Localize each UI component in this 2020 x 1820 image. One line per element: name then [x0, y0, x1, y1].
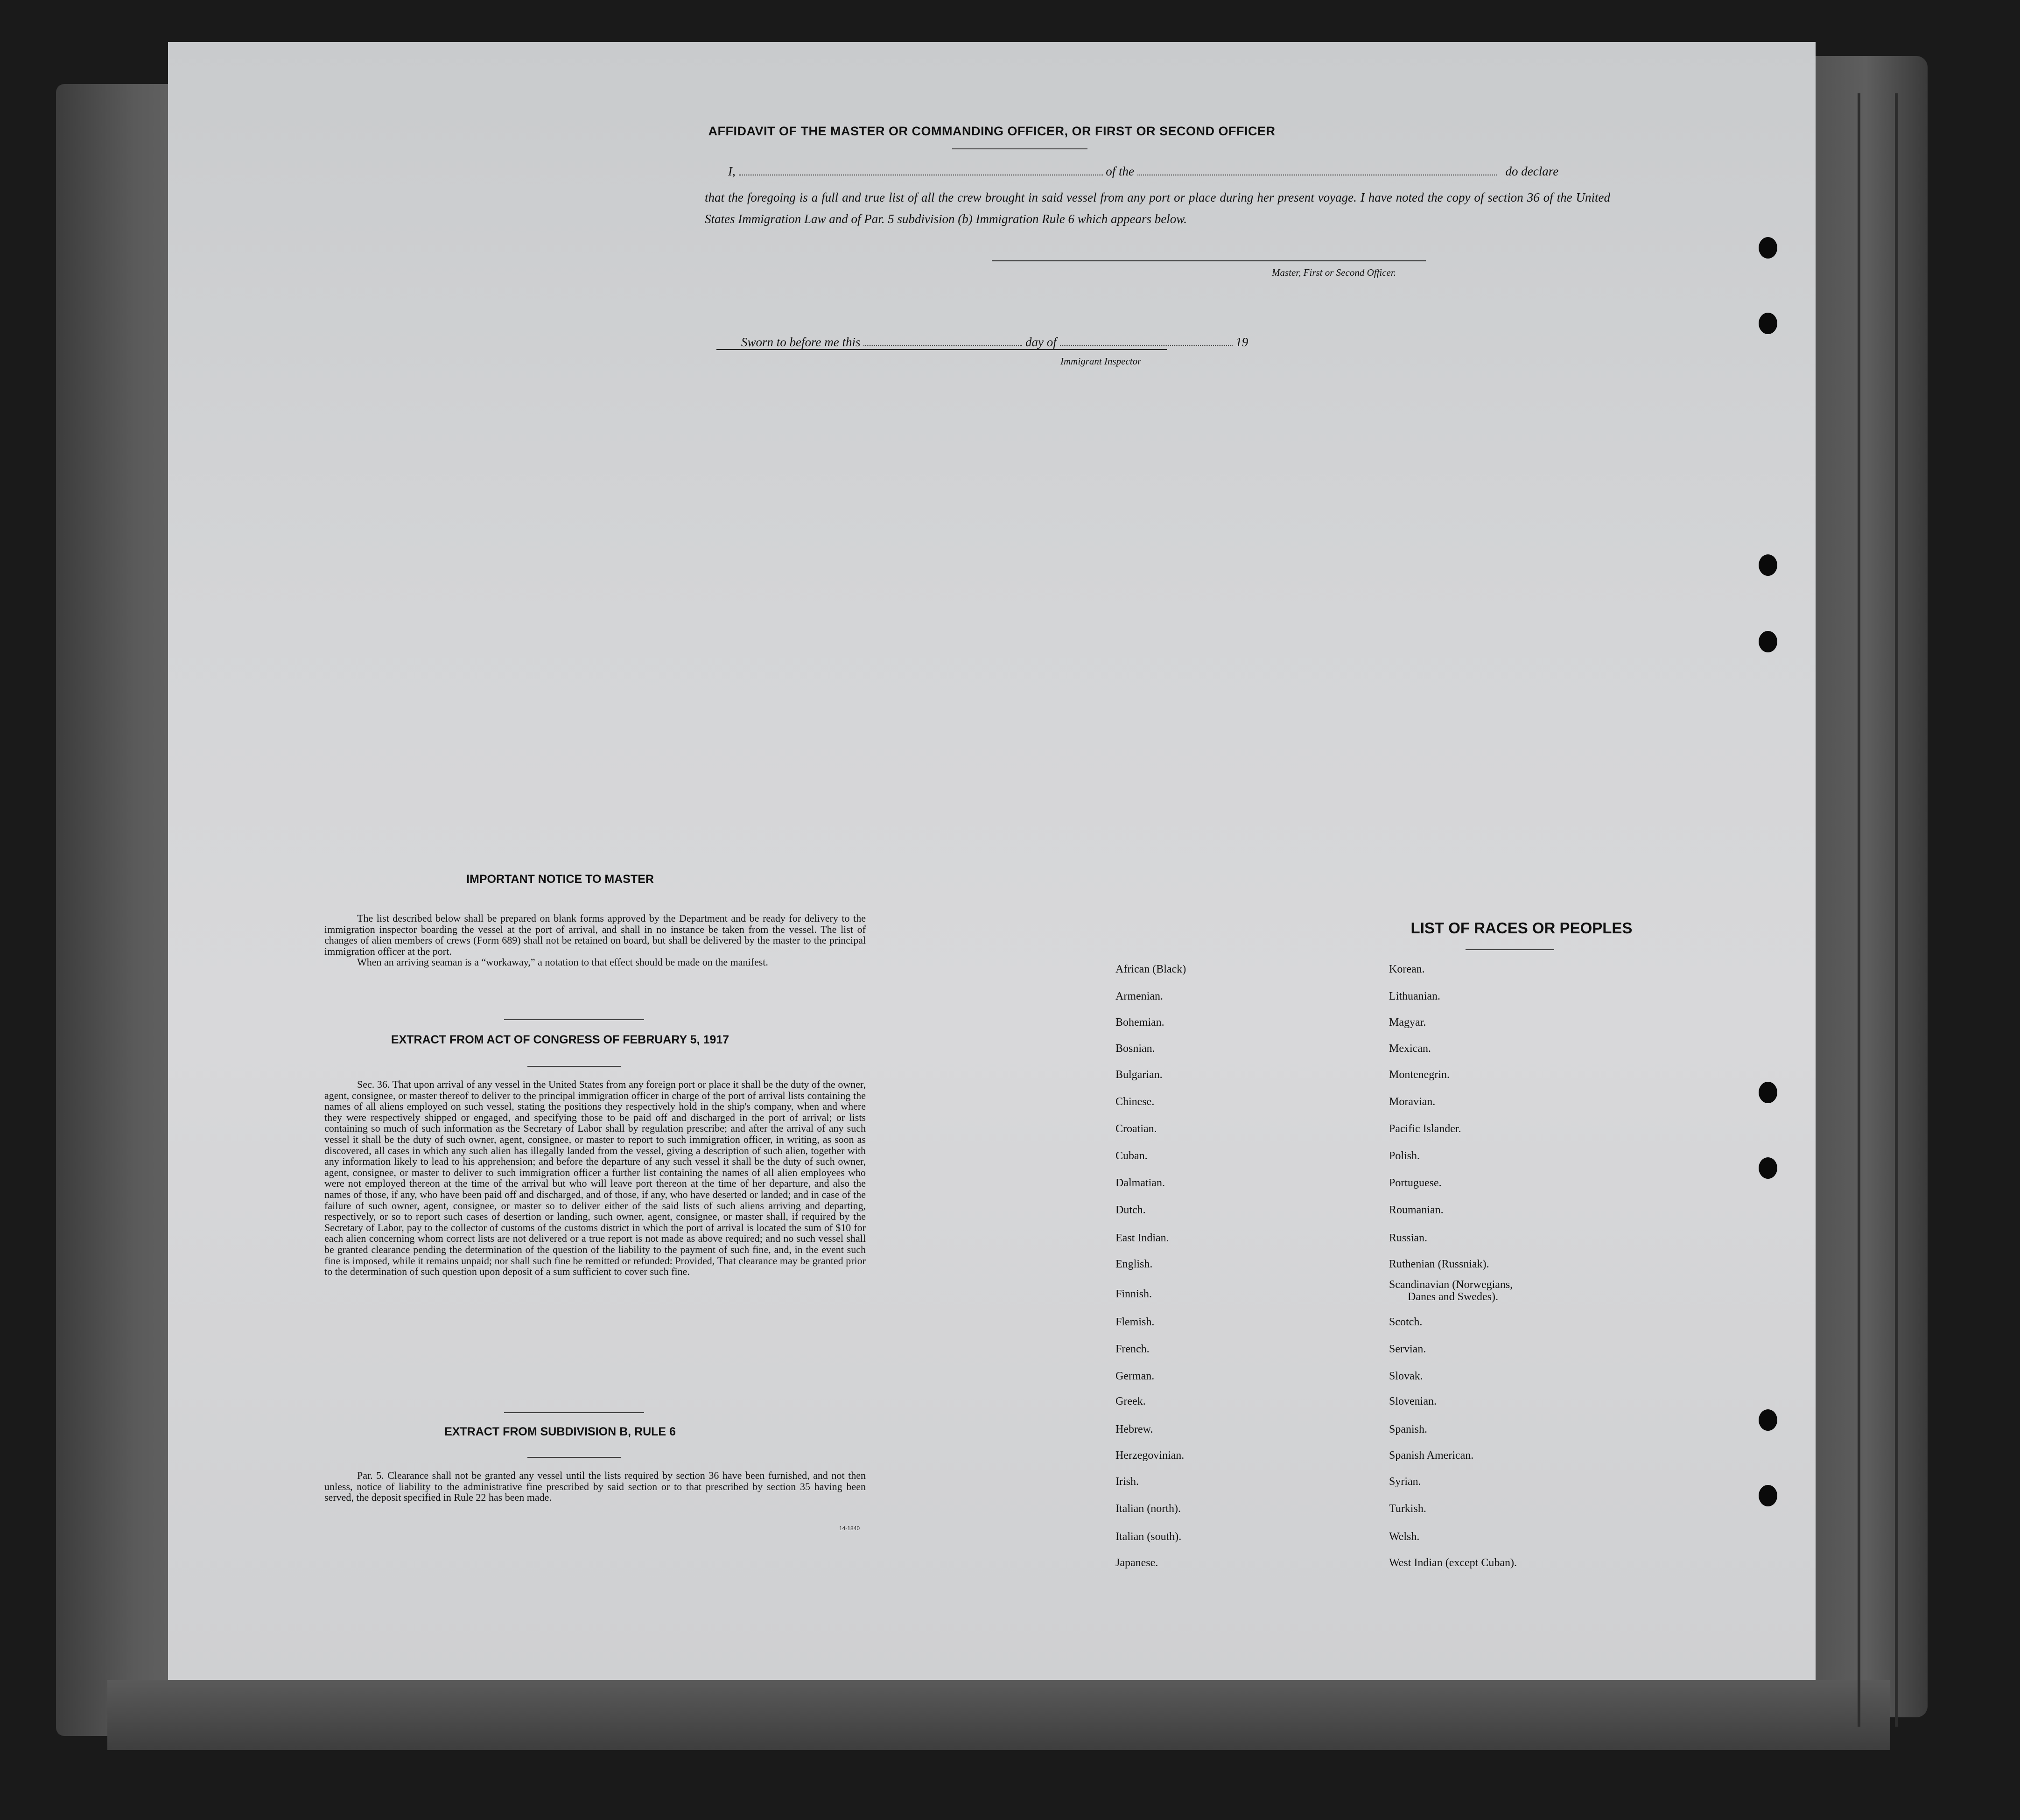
- race-item: Dalmatian.: [1115, 1177, 1165, 1189]
- race-item: Welsh.: [1389, 1531, 1420, 1543]
- sworn-month-field[interactable]: [1060, 335, 1233, 346]
- race-item: Greek.: [1115, 1395, 1146, 1407]
- notice-paragraph-2: When an arriving seaman is a “workaway,” a notation to that effect should be made on the manifest.: [357, 956, 768, 968]
- rule-extract-title: EXTRACT FROM SUBDIVISION B, RULE 6: [444, 1425, 676, 1438]
- master-signature-line[interactable]: [992, 260, 1426, 261]
- day-of-label: day of: [1025, 335, 1057, 349]
- vessel-name-field[interactable]: [1137, 164, 1497, 175]
- sworn-prefix: Sworn to before me this: [741, 335, 861, 349]
- notice-text: [324, 913, 866, 968]
- race-item: Bosnian.: [1115, 1043, 1155, 1055]
- punch-hole: [1759, 1409, 1777, 1431]
- background-sheet-bottom: [107, 1680, 1890, 1750]
- punch-hole: [1759, 313, 1777, 334]
- title-underline: [952, 148, 1087, 149]
- race-item: Moravian.: [1389, 1096, 1436, 1108]
- race-item: Syrian.: [1389, 1476, 1421, 1488]
- race-item: English.: [1115, 1258, 1153, 1270]
- do-declare-label: do declare: [1505, 164, 1559, 178]
- race-item: French.: [1115, 1343, 1150, 1355]
- form-number: 14-1840: [839, 1525, 860, 1532]
- declarant-prefix: I,: [728, 164, 736, 178]
- race-item: Pacific Islander.: [1389, 1123, 1461, 1135]
- section-divider: [527, 1457, 621, 1458]
- race-item: Italian (north).: [1115, 1503, 1181, 1515]
- race-item: Servian.: [1389, 1343, 1426, 1355]
- race-item: Portuguese.: [1389, 1177, 1442, 1189]
- punch-hole: [1759, 1157, 1777, 1179]
- race-item: Cuban.: [1115, 1150, 1148, 1162]
- notice-paragraph-1: The list described below shall be prepared on blank forms approved by the Department and be ready for delivery to the immigration inspector boarding the vessel at the port of arrival, and shall in no instance be taken from the vessel. The list of changes of alien members of crews (Form 689) shall not be retained on board, but shall be delivered by the master to the principal immigration officer at the port.: [324, 912, 866, 957]
- race-item: Scotch.: [1389, 1316, 1423, 1328]
- document-page: [168, 42, 1816, 1680]
- section-divider: [504, 1019, 644, 1020]
- race-item: Herzegovinian.: [1115, 1449, 1185, 1462]
- page-edge-line: [1895, 93, 1898, 1727]
- par-5-text: Par. 5. Clearance shall not be granted any vessel until the lists required by section 36 have been furnished, and not then unless, notice of liability to the administrative fine prescribed by said section or to that prescribed by section 35 having been served, the deposit specified in Rule 22 has been made.: [324, 1470, 866, 1504]
- affidavit-title: AFFIDAVIT OF THE MASTER OR COMMANDING OFFICER, OR FIRST OR SECOND OFFICER: [708, 124, 1276, 138]
- act-extract-title: EXTRACT FROM ACT OF CONGRESS OF FEBRUARY 5, 1917: [391, 1033, 729, 1046]
- affidavit-declaration-line: [728, 164, 1558, 179]
- page-edge-line: [1858, 93, 1860, 1727]
- race-item: Chinese.: [1115, 1096, 1155, 1108]
- act-extract-text: [324, 1079, 866, 1277]
- race-item: Flemish.: [1115, 1316, 1155, 1328]
- race-item: Hebrew.: [1115, 1423, 1153, 1435]
- race-item: Mexican.: [1389, 1043, 1431, 1055]
- race-item: Bulgarian.: [1115, 1069, 1163, 1081]
- races-title-underline: [1466, 949, 1554, 950]
- race-item: Magyar.: [1389, 1016, 1426, 1029]
- race-item: Finnish.: [1115, 1288, 1152, 1300]
- race-item: Italian (south).: [1115, 1531, 1182, 1543]
- race-item: Dutch.: [1115, 1204, 1146, 1216]
- race-item: Bohemian.: [1115, 1016, 1164, 1029]
- punch-hole: [1759, 554, 1777, 576]
- punch-hole: [1759, 1485, 1777, 1506]
- race-item: Armenian.: [1115, 990, 1163, 1002]
- section-divider: [504, 1412, 644, 1413]
- race-item: Slovenian.: [1389, 1395, 1437, 1407]
- notice-title: IMPORTANT NOTICE TO MASTER: [466, 873, 654, 886]
- race-item: Ruthenian (Russniak).: [1389, 1258, 1489, 1270]
- race-item: Roumanian.: [1389, 1204, 1444, 1216]
- year-prefix: 19: [1235, 335, 1248, 349]
- section-divider: [527, 1066, 621, 1067]
- race-item: Scandinavian (Norwegians,: [1389, 1279, 1513, 1291]
- races-title: LIST OF RACES OR PEOPLES: [1410, 919, 1633, 937]
- affidavit-body: that the foregoing is a full and true list of all the crew brought in said vessel from any port or place during her present voyage. I have noted the copy of section 36 of the United States Immigration Law and of Par. 5 subdivision (b) Immigration Rule 6 which appears below.: [705, 190, 1610, 226]
- inspector-signature-line[interactable]: [716, 349, 1167, 350]
- race-item: African (Black): [1115, 963, 1186, 975]
- master-signature-label: Master, First or Second Officer.: [1272, 267, 1396, 278]
- race-item: West Indian (except Cuban).: [1389, 1557, 1517, 1569]
- punch-hole: [1759, 631, 1777, 652]
- section-36-text: Sec. 36. That upon arrival of any vessel in the United States from any foreign port or place it shall be the duty of the owner, agent, consignee, or master thereof to deliver to the principal immigration officer in charge of the port of arrival lists containing the names of all aliens employed on such vessel, stating the positions they respectively hold in the ship's company, when and where they were respectively shipped or engaged, and specifying those to be paid off and discharged in the port of arrival; or lists containing so much of such information as the Secretary of Labor shall by regulation prescribe; and after the arrival of any such vessel it shall be the duty of such owner, agent, consignee, or master to report to such immigration officer, in writing, as soon as discovered, all cases in which any such alien has illegally landed from the vessel, giving a description of such alien, together with any information likely to lead to his apprehension; and before the departure of any such vessel it shall be the duty of such owner, agent, consignee, or master to deliver to such immigration officer a further list containing the names of all alien employees who were not employed thereon at the time of the arrival but who will leave port thereon at the time of her departure, and also the names of those, if any, who have been paid off and discharged, and of those, if any, who have deserted or landed; and in case of the failure of such owner, agent, consignee, or master so to deliver either of the said lists of such aliens arriving and departing, respectively, or so to report such cases of desertion or landing, such owner, agent, consignee, or master shall, if required by the Secretary of Labor, pay to the collector of customs of the customs district in which the port of arrival is located the sum of $10 for each alien concerning whom correct lists are not delivered or a true report is not made as above required; and no such vessel shall be granted clearance pending the determination of the question of the liability to the payment of such fine, and, in the event such fine is imposed, while it remains unpaid; nor shall such fine be remitted or refunded: Provided, That clearance may be granted prior to the determination of such question upon deposit of a sum sufficient to cover such fine.: [324, 1078, 866, 1278]
- race-item: Spanish American.: [1389, 1449, 1474, 1462]
- race-item: Irish.: [1115, 1476, 1139, 1488]
- rule-extract-text: [324, 1470, 866, 1503]
- race-item: Turkish.: [1389, 1503, 1426, 1515]
- race-item: Russian.: [1389, 1232, 1428, 1244]
- race-item: Slovak.: [1389, 1370, 1423, 1382]
- sworn-day-field[interactable]: [863, 335, 1022, 346]
- punch-hole: [1759, 1082, 1777, 1103]
- declarant-name-field[interactable]: [739, 164, 1103, 175]
- race-item: Lithuanian.: [1389, 990, 1440, 1002]
- race-item: East Indian.: [1115, 1232, 1169, 1244]
- race-item: Japanese.: [1115, 1557, 1158, 1569]
- race-item: Spanish.: [1389, 1423, 1428, 1435]
- sworn-line: [741, 335, 1248, 350]
- of-the-label: of the: [1106, 164, 1134, 178]
- race-item: Montenegrin.: [1389, 1069, 1450, 1081]
- race-item: Croatian.: [1115, 1123, 1157, 1135]
- race-item: German.: [1115, 1370, 1155, 1382]
- inspector-signature-label: Immigrant Inspector: [1060, 356, 1142, 367]
- race-item: Polish.: [1389, 1150, 1420, 1162]
- punch-hole: [1759, 237, 1777, 259]
- race-item: Danes and Swedes).: [1408, 1291, 1498, 1303]
- race-item: Korean.: [1389, 963, 1425, 975]
